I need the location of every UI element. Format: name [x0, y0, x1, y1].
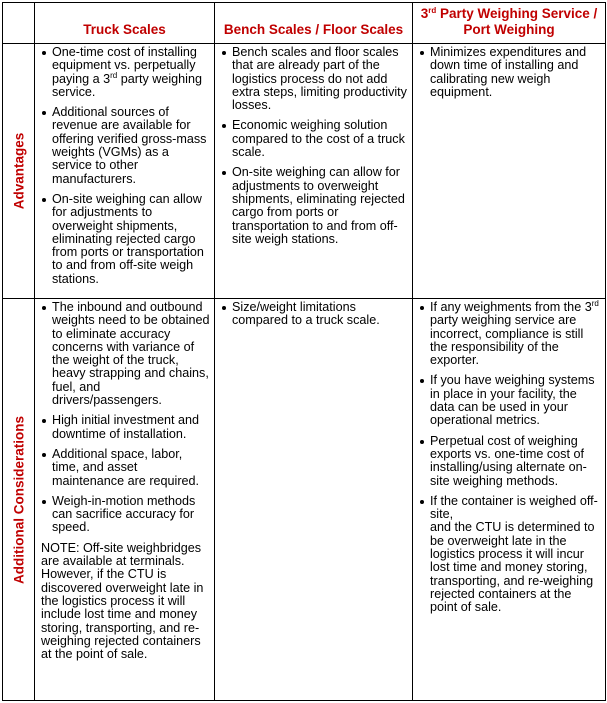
header-row [3, 3, 606, 44]
advantages-third-party-list [413, 44, 605, 99]
list-item: Bench scales and floor scales that are already part of the logistics process do not add extra steps, limiting productivity losses. [221, 46, 408, 112]
list-item: If you have weighing systems in place in your facility, the data can be used in your operational metrics. [419, 374, 601, 427]
row-label-advantages [3, 44, 35, 299]
list-item: The inbound and outbound weights need to be obtained to eliminate accuracy concerns with variance of the weight of the truck, heavy strapping and chains, fuel, and drivers/passengers. [41, 301, 210, 407]
list-item: On-site weighing can allow for adjustments to overweight shipments, eliminating rejected cargo from ports or transportation to and from off-site weigh stations. [41, 193, 210, 286]
advantages-truck-scales-cell [35, 44, 215, 299]
comparison-table [2, 2, 606, 701]
considerations-third-party-cell [413, 299, 606, 701]
list-item: On-site weighing can allow for adjustments to overweight shipments, eliminating rejected cargo from ports or transportation to and from off-site weigh stations. [221, 166, 408, 246]
additional-considerations-row [3, 299, 606, 701]
list-item: Perpetual cost of weighing exports vs. one-time cost of installing/using alternate on-site weighing methods. [419, 435, 601, 488]
list-item: Weigh-in-motion methods can sacrifice accuracy for speed. [41, 495, 210, 535]
list-item: Size/weight limitations compared to a truck scale. [221, 301, 408, 328]
list-item: Additional sources of revenue are available for offering verified gross-mass weights (VGMs) as a service to other manufacturers. [41, 106, 210, 186]
truck-scales-note: NOTE: Off-site weighbridges are available at terminals. However, if the CTU is discovered overweight late in the logistics process it will include lost time and money storing, transporting, and re-weighing rejected containers at the point of sale. [41, 540, 204, 662]
advantages-truck-scales-list [35, 44, 214, 286]
header-corner-cell [3, 3, 35, 44]
header-truck-scales: Truck Scales [35, 3, 215, 44]
list-item: If the container is weighed off-site, and the CTU is determined to be overweight late in the logistics process it will incur lost time and money storing, transporting, and re-weighing rejected containers at the point of sale. [419, 495, 601, 615]
header-third-party-weighing: 3rd Party Weighing Service / Port Weighing [413, 3, 606, 44]
list-item: High initial investment and downtime of installation. [41, 414, 210, 441]
additional-considerations-label: Additional Considerations [11, 415, 26, 584]
considerations-third-party-list [413, 299, 605, 615]
considerations-bench-floor-list [215, 299, 412, 328]
header-bench-floor-scales: Bench Scales / Floor Scales [215, 3, 413, 44]
list-item: Minimizes expenditures and down time of installing and calibrating new weigh equipment. [419, 46, 601, 99]
list-item: Economic weighing solution compared to the cost of a truck scale. [221, 119, 408, 159]
list-item: One-time cost of installing equipment vs. perpetually paying a 3rd party weighing service. [41, 46, 210, 99]
advantages-third-party-cell [413, 44, 606, 299]
advantages-bench-floor-cell [215, 44, 413, 299]
list-item: If any weighments from the 3rd party weighing service are incorrect, compliance is still the responsibility of the exporter. [419, 301, 601, 367]
considerations-truck-scales-list [35, 299, 214, 535]
considerations-bench-floor-cell [215, 299, 413, 701]
row-label-additional-considerations [3, 299, 35, 701]
advantages-row [3, 44, 606, 299]
advantages-label: Advantages [11, 132, 26, 210]
advantages-bench-floor-list [215, 44, 412, 246]
considerations-truck-scales-cell [35, 299, 215, 701]
list-item: Additional space, labor, time, and asset maintenance are required. [41, 448, 210, 488]
